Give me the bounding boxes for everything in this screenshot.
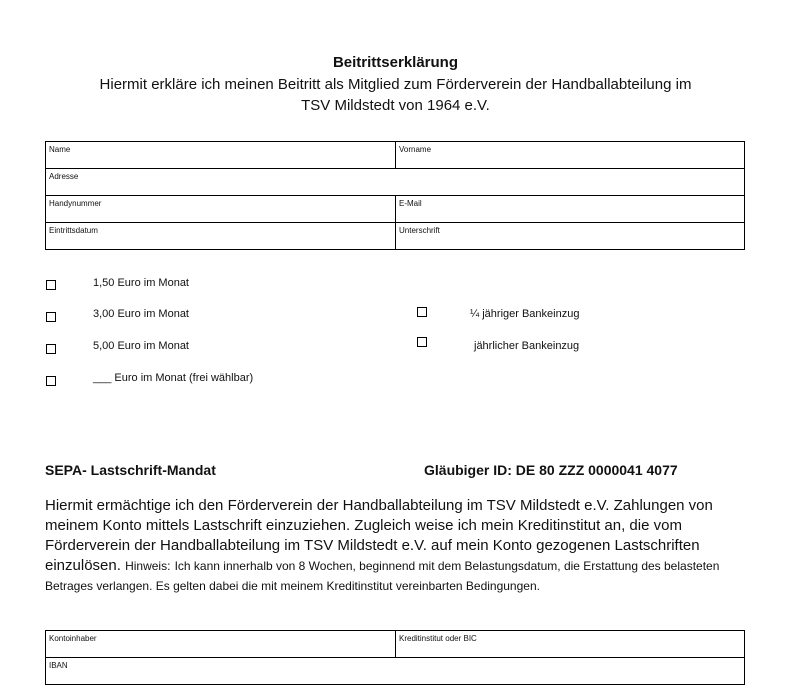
hint-text: Ich kann innerhalb von 8 Wochen, beginnend mit dem Belastungsdatum, die Erstattung des belasteten Betrages verlangen. Es gelten dabei die mit meinem Kreditinstitut vereinbarten Bedingungen.: [45, 559, 720, 593]
amount3-label: 5,00 Euro im Monat: [93, 340, 189, 352]
sepa-title: SEPA- Lastschrift-Mandat: [45, 462, 216, 478]
yearly-label: jährlicher Bankeinzug: [474, 340, 580, 352]
eintrittsdatum-field[interactable]: [46, 223, 396, 250]
vorname-label: Vorname: [399, 145, 432, 154]
mandate-text: [45, 496, 745, 596]
kontoinhaber-label: Kontoinhaber: [49, 634, 97, 643]
amount3-checkbox[interactable]: [46, 344, 56, 354]
unterschrift-field[interactable]: [396, 223, 745, 250]
intro-line-1: Hiermit erkläre ich meinen Beitritt als Mitglied zum Förderverein der Handballabteilung im: [99, 76, 692, 93]
handynummer-field[interactable]: [46, 196, 396, 223]
page-title: Beitrittserklärung: [332, 54, 459, 71]
amount2-label: 3,00 Euro im Monat: [93, 308, 189, 320]
email-label: E-Mail: [399, 199, 422, 208]
adresse-label: Adresse: [49, 172, 79, 181]
amount2-checkbox[interactable]: [46, 312, 56, 322]
vorname-field[interactable]: [396, 142, 745, 169]
iban-field[interactable]: [46, 658, 745, 685]
kontoinhaber-field[interactable]: [46, 631, 396, 658]
name-field[interactable]: [46, 142, 396, 169]
iban-label: IBAN: [49, 661, 68, 670]
bank-form-table: [45, 630, 745, 685]
adresse-field[interactable]: [46, 169, 745, 196]
name-label: Name: [49, 145, 71, 154]
eintrittsdatum-label: Eintrittsdatum: [49, 226, 98, 235]
unterschrift-label: Unterschrift: [399, 226, 440, 235]
kreditinstitut-field[interactable]: [396, 631, 745, 658]
quarterly-label: ¼ jähriger Bankeinzug: [470, 308, 580, 320]
member-form-table: [45, 141, 745, 250]
mandate-body: Hiermit ermächtige ich den Förderverein der Handballabteilung im TSV Mildstedt e.V. Zahlungen von meinem Konto mittels Lastschrift einzuziehen. Zugleich weise ich mein Kreditinstitut an, die vom Förderverein der Handballabteilung im TSV Mildstedt e.V. auf mein Konto gezogenen Lastschriften einzulösen.: [45, 497, 713, 574]
quarterly-checkbox[interactable]: [417, 307, 427, 317]
kreditinstitut-label: Kreditinstitut oder BIC: [399, 634, 477, 643]
email-field[interactable]: [396, 196, 745, 223]
creditor-id: Gläubiger ID: DE 80 ZZZ 0000041 4077: [424, 462, 678, 478]
amount1-checkbox[interactable]: [46, 280, 56, 290]
amount4-checkbox[interactable]: [46, 376, 56, 386]
amount1-label: 1,50 Euro im Monat: [93, 277, 189, 289]
intro-line-2: TSV Mildstedt von 1964 e.V.: [301, 97, 490, 114]
yearly-checkbox[interactable]: [417, 337, 427, 347]
hint-label: Hinweis:: [125, 559, 171, 573]
handynummer-label: Handynummer: [49, 199, 102, 208]
amount4-label: ___ Euro im Monat (frei wählbar): [93, 372, 254, 384]
